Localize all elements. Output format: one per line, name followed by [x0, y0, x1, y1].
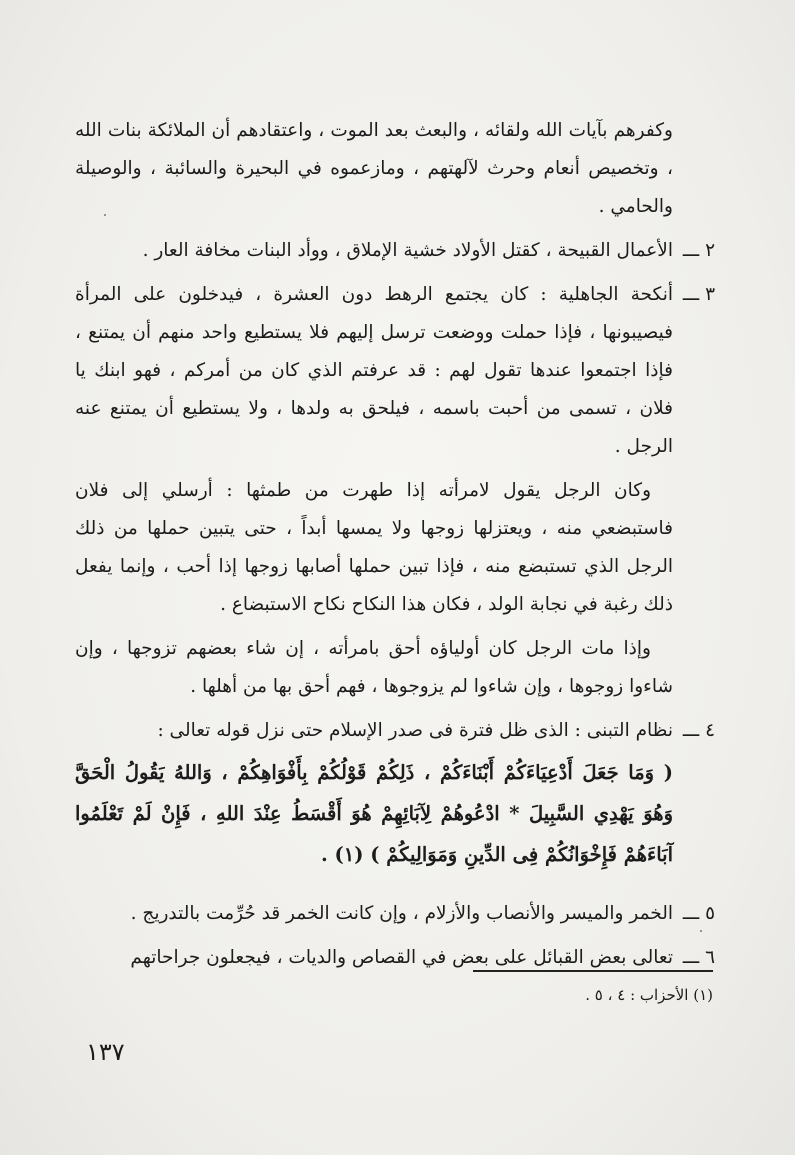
item-6-text: تعالى بعض القبائل على بعض في القصاص والديات ، فيجعلون جراحاتهم — [130, 946, 673, 968]
item-5-text: الخمر والميسر والأنصاب والأزلام ، وإن كانت الخمر قد حُرِّمت بالتدريج . — [130, 902, 673, 924]
item-2-number: ٢ ـــ — [682, 240, 715, 261]
item-2 — [75, 232, 715, 270]
item-3-text: أنكحة الجاهلية : كان يجتمع الرهط دون العشرة ، فيدخلون على المرأة فيصيبونها ، فإذا حملت ووضعت ترسل إليهم فلا يستطيع واحد منهم أن يمتنع ، فإذا اجتمعوا عندها تقول لهم : قد عرفتم الذي كان من أمركم ، فهو ابنك يا فلان ، تسمى من أحبت باسمه ، فيلحق به ولدها ، ولا يستطيع أن يمتنع عنه الرجل . — [75, 284, 673, 457]
main-text — [75, 112, 715, 977]
item-4-text: نظام التبنى : الذى ظل فترة فى صدر الإسلام حتى نزل قوله تعالى : — [157, 720, 673, 741]
scan-speck — [104, 214, 106, 216]
item-5 — [75, 895, 715, 933]
quran-verse: ( وَمَا جَعَلَ أَدْعِيَاءَكُمْ أَبْنَاءَكُمْ ، ذَلِكُمْ قَوْلُكُمْ بِأَفْوَاهِكُمْ ، وَاللهُ يَقُولُ الْحَقَّ وَهُوَ يَهْدِي السَّبِيلَ * ادْعُوهُمْ لِآبَائِهِمْ هُوَ أَقْسَطُ عِنْدَ اللهِ ، فَإِنْ لَمْ تَعْلَمُوا آبَاءَهُمْ فَإِخْوَانُكُمْ فِى الدِّينِ وَمَوَالِيكُمْ ) (١) . — [75, 761, 673, 866]
item-3-paragraph-2: وكان الرجل يقول لامرأته إذا طهرت من طمثها : أرسلي إلى فلان فاستبضعي منه ، ويعتزلها زوجها ولا يمسها أبداً ، حتى يتبين حملها من ذلك الرجل الذي تستبضع منه ، فإذا تبين حملها أصابها زوجها إذا أحب ، وإنما يفعل ذلك رغبة في نجابة الولد ، فكان هذا النكاح نكاح الاستبضاع . — [75, 480, 673, 615]
scan-speck — [700, 930, 702, 932]
item-6-number: ٦ ـــ — [682, 946, 715, 968]
item-4-number: ٤ ـــ — [682, 720, 715, 741]
item-3-paragraph-3: وإذا مات الرجل كان أولياؤه أحق بامرأته ، إن شاء بعضهم تزوجها ، وإن شاءوا زوجوها ، وإن شاءوا لم يزوجوها ، فهم أحق بها من أهلها . — [75, 638, 673, 697]
item-2-text: الأعمال القبيحة ، كقتل الأولاد خشية الإملاق ، ووأد البنات مخافة العار . — [142, 240, 673, 261]
item-1-continuation: وكفرهم بآيات الله ولقائه ، والبعث بعد الموت ، واعتقادهم أن الملائكة بنات الله ، وتخصيص أنعام وحرث لآلهتهم ، ومازعموه في البحيرة والسائبة ، والوصيلة والحامي . — [75, 120, 673, 217]
item-3 — [75, 276, 715, 466]
footnote-divider — [473, 970, 713, 972]
item-3-number: ٣ ـــ — [682, 284, 715, 305]
item-4 — [75, 712, 715, 750]
page-number: ١٣٧ — [86, 1038, 125, 1066]
footnote: (١) الأحزاب : ٤ ، ٥ . — [585, 986, 713, 1004]
item-5-number: ٥ ـــ — [682, 902, 715, 924]
